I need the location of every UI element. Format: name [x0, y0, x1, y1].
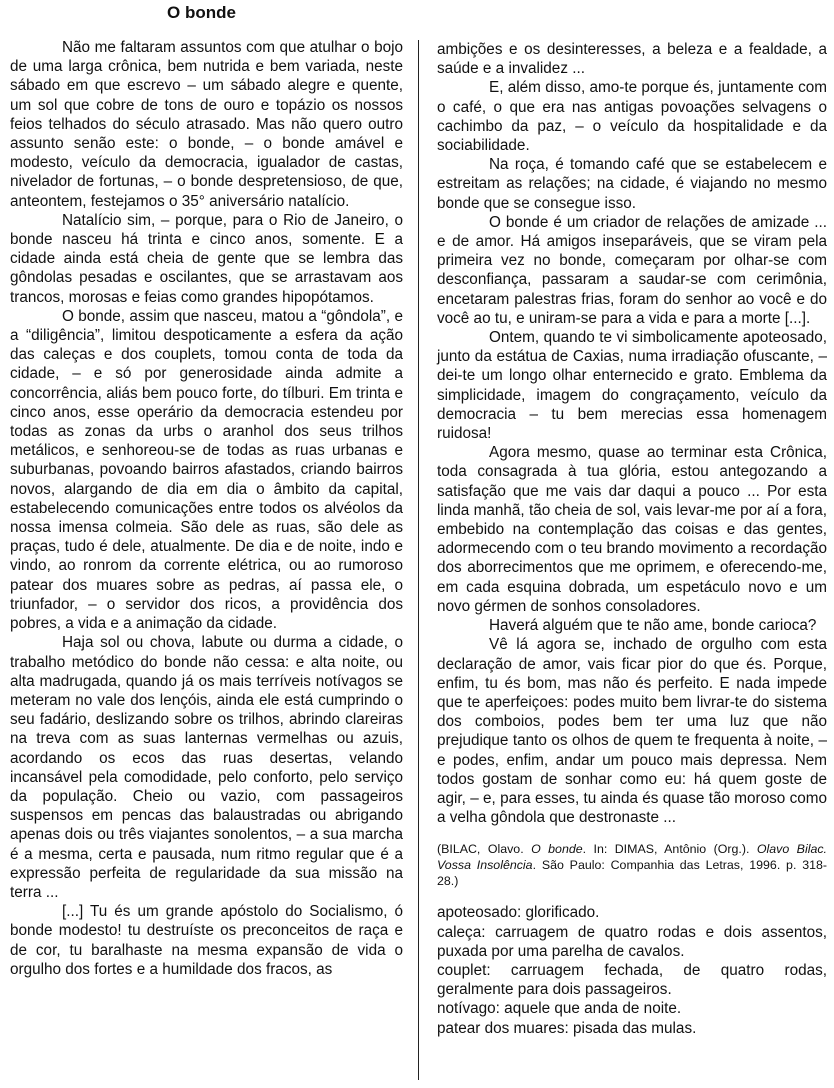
citation-book: Olavo Bilac. Vossa Insolência	[437, 842, 827, 873]
column-divider	[418, 40, 419, 1080]
paragraph: O bonde é um criador de relações de amizade ... e de amor. Há amigos inseparáveis, que se viram pela primeira vez no bonde, começaram por olhar-se com desconfiança, passaram a saudar-se com cerimônia, encetaram palestras frias, foram do senhor ao você e do você ao tu, e uniram-se para a vida e para a morte [...].	[437, 213, 827, 327]
citation-middle: . In: DIMAS, Antônio (Org.).	[582, 842, 757, 857]
glossary-item: caleça: carruagem de quatro rodas e dois assentos, puxada por uma parelha de cavalos.	[437, 923, 827, 960]
glossary-item: notívago: aquele que anda de noite.	[437, 1000, 682, 1018]
paragraph: [...] Tu és um grande apóstolo do Socialismo, ó bonde modesto! tu destruíste os preconceitos de raça e de cor, tu baralhaste na mesma expansão de vida o orgulho dos fortes e a humildade dos fracos, as	[10, 903, 403, 978]
paragraph: Haverá alguém que te não ame, bonde carioca?	[489, 617, 817, 635]
citation-close: . São Paulo: Companhia das Letras, 1996. p. 318-28.)	[437, 858, 827, 889]
right-column	[437, 40, 827, 1038]
glossary-item: apoteosado: glorificado.	[437, 904, 600, 922]
glossary-item: couplet: carruagem fechada, de quatro rodas, geralmente para dois passageiros.	[437, 961, 827, 999]
paragraph-continuation: ambições e os desinteresses, a beleza e a fealdade, a saúde e a invalidez ...	[437, 41, 827, 78]
glossary-item: patear dos muares: pisada das mulas.	[437, 1019, 697, 1037]
citation	[437, 841, 827, 889]
page-title: O bonde	[167, 3, 236, 22]
paragraph: Agora mesmo, quase ao terminar esta Crônica, toda consagrada à tua glória, estou antegozando a satisfação que me vais dar daqui a pouco ... Por esta linda manhã, tão cheia de sol, vais levar-me por aí a fora, embebido na contemplação das coisas e das gentes, adormecendo com o teu brando movimento a recordação dos aborrecimentos que me oprimem, e oferecendo-me, em cada esquina dobrada, um espetáculo novo e um novo gérmen de sonhos consoladores.	[437, 444, 827, 615]
glossary	[437, 903, 827, 1037]
paragraph: O bonde, assim que nasceu, matou a “gôndola”, e a “diligência”, limitou despoticamente a esfera da ação das caleças e dos couplets, tomou conta de toda da cidade, – e só por generosidade ainda admite a concorrência, aliás bem pouco forte, do tílburi. Em trinta e cinco anos, esse operário da democracia estendeu por todas as zonas da urbs o aranhol dos seus trilhos metálicos, e senhoreou-se de todas as ruas urbanas e suburbanas, povoando bairros afastados, criando bairros novos, alargando de dia em dia o âmbito da capital, estabelecendo comunicações entre todos os alvéolos da nossa imensa colmeia. São dele as ruas, são dele as praças, tudo é dele, atualmente. De dia e de noite, indo e vindo, ao ronrom da corrente elétrica, ou ao rumoroso patear dos muares sobre as pedras, aí passa ele, o triunfador, – o servidor dos ricos, a providência dos pobres, a vida e a animação da cidade.	[10, 307, 403, 633]
citation-work: O bonde	[531, 842, 583, 857]
paragraph: Ontem, quando te vi simbolicamente apoteosado, junto da estátua de Caxias, numa irradiação ofuscante, – dei-te um longo olhar enternecido e grato. Emblema da simplicidade, imagem do congraçamento, veículo da democracia – tu bem merecias essa homenagem ruidosa!	[437, 329, 827, 443]
paragraph: Natalício sim, – porque, para o Rio de Janeiro, o bonde nasceu há trinta e cinco anos, somente. E a cidade ainda está cheia de gente que se lembra das gôndolas pesadas e oscilantes, que se arrastavam aos trancos, morosas e feias como grandes hipopótamos.	[10, 211, 403, 306]
left-column	[10, 38, 403, 979]
citation-open: (BILAC, Olavo.	[437, 842, 532, 857]
paragraph: Não me faltaram assuntos com que atulhar o bojo de uma larga crônica, bem nutrida e bem variada, neste sábado em que escrevo – um sábado alegre e quente, um sol que cobre de tons de ouro e topázio os nossos feios telhados do século atrasado. Mas não quero outro assunto senão este: o bonde, – o bonde amável e modesto, veículo da democracia, igualador de castas, nivelador de fortunas, – o bonde despretensioso, de que, anteontem, festejamos o 35° aniversário natalício.	[10, 39, 403, 210]
paragraph: Vê lá agora se, inchado de orgulho com esta declaração de amor, vais ficar pior do que és. Porque, enfim, tu és bom, mas não és perfeito. E nada impede que te aperfeiçoes: podes muito bem livrar-te do sistema dos comboios, podes bem ter uma luz que não prejudique tanto os olhos de quem te frequenta à noite, – e podes, enfim, andar um pouco mais depressa. Nem todos gostam de sonhar como eu: há quem goste de agir, – e, para esses, tu ainda és quase tão moroso como a velha gôndola que destronaste ...	[437, 636, 827, 827]
paragraph: Haja sol ou chova, labute ou durma a cidade, o trabalho metódico do bonde não cessa: e alta noite, ou alta madrugada, quando já os mais terríveis notívagos se meteram no vale dos lençóis, ainda ele está cumprindo o seu fadário, deslizando sobre os trilhos, abrindo clareiras na treva com as suas lanternas vermelhas ou azuis, acordando os ecos das ruas desertas, velando incansável pela comodidade, pelo conforto, pelo serviço da população. Cheio ou vazio, com passageiros suspensos em pencas das balaustradas ou abrigando apenas dois ou três viajantes sonolentos, – a sua marcha é a mesma, certa e pausada, num ritmo regular que é a expressão perfeita de regularidade da sua missão na terra ...	[10, 634, 403, 901]
paragraph: Na roça, é tomando café que se estabelecem e estreitam as relações; na cidade, é viajando no mesmo bonde que se consegue isso.	[437, 156, 827, 212]
paragraph: E, além disso, amo-te porque és, juntamente com o café, o que era nas antigas povoações selvagens o cachimbo da paz, – o veículo da hospitalidade e da sociabilidade.	[437, 79, 827, 155]
